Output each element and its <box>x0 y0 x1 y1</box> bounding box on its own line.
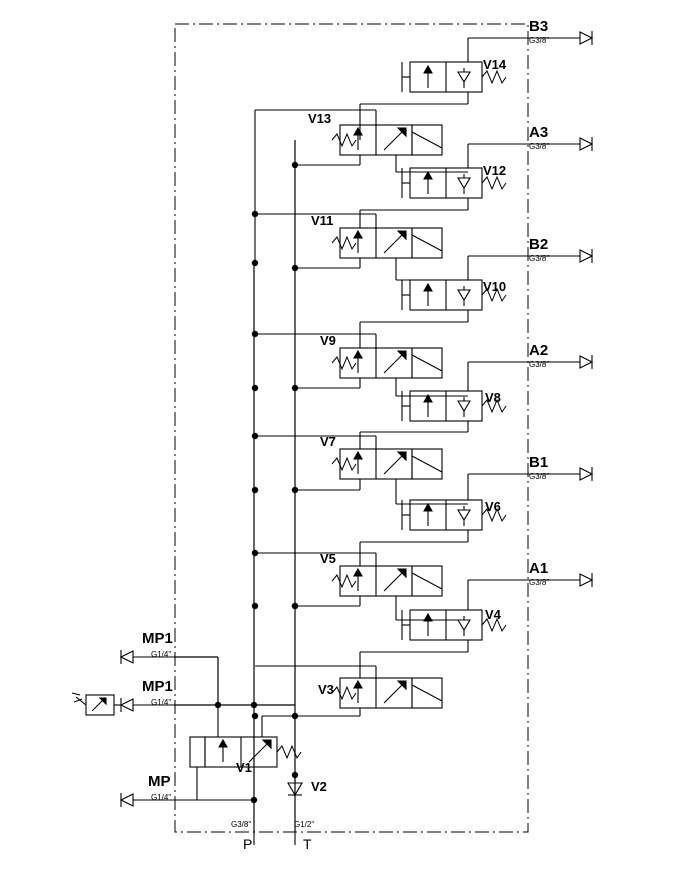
valve-V3[interactable] <box>255 666 442 716</box>
valve-label-V8: V8 <box>485 390 501 405</box>
valve-label-V11: V11 <box>311 213 334 228</box>
port-thread-MP1-upper: G1/4" <box>151 650 172 659</box>
valve-V12[interactable] <box>360 144 528 228</box>
port-connectors-bottom <box>254 832 295 845</box>
port-thread-A1: G3/8" <box>529 578 550 587</box>
port-thread-MP1-lower: G1/4" <box>151 698 172 707</box>
port-label-MP: MP <box>148 773 171 790</box>
valve-V10[interactable] <box>360 256 528 348</box>
valve-label-V9: V9 <box>320 333 336 348</box>
port-thread-A3: G3/8" <box>529 142 550 151</box>
valve-V11[interactable] <box>255 214 468 280</box>
port-connectors-right <box>528 31 592 587</box>
valve-V9[interactable] <box>255 334 468 396</box>
port-thread-B2: G3/8" <box>529 254 550 263</box>
valve-V4[interactable] <box>360 580 528 678</box>
valve-label-V14: V14 <box>483 57 507 72</box>
valve-V6[interactable] <box>360 474 528 566</box>
port-label-B3: B3 <box>529 18 549 35</box>
mp1-feed-lines <box>175 657 295 705</box>
valve-V1[interactable] <box>175 705 301 800</box>
valve-label-V6: V6 <box>485 499 501 514</box>
gauge-MP1[interactable] <box>72 693 121 715</box>
supply-thread-P: G3/8" <box>231 820 252 829</box>
valve-label-V12: V12 <box>483 163 507 178</box>
valve-V7[interactable] <box>255 436 468 504</box>
valve-label-V5: V5 <box>320 551 336 566</box>
supply-label-P: P <box>243 836 253 852</box>
port-thread-A2: G3/8" <box>529 360 550 369</box>
supply-thread-T: G1/2" <box>294 820 315 829</box>
port-label-MP1-upper: MP1 <box>142 630 173 647</box>
port-label-MP1-lower: MP1 <box>142 678 173 695</box>
valve-label-V4: V4 <box>485 607 501 622</box>
port-label-B1: B1 <box>529 454 549 471</box>
valve-label-V13: V13 <box>308 111 332 126</box>
port-thread-B1: G3/8" <box>529 472 550 481</box>
valve-label-V3: V3 <box>318 682 334 697</box>
junction-dots <box>215 162 298 803</box>
port-label-A1: A1 <box>529 560 549 577</box>
valve-label-V1: V1 <box>236 760 252 775</box>
supply-rails <box>254 140 295 832</box>
supply-label-T: T <box>303 836 312 852</box>
port-label-B2: B2 <box>529 236 549 253</box>
valve-label-V10: V10 <box>483 279 507 294</box>
valve-label-V7: V7 <box>320 434 336 449</box>
port-thread-B3: G3/8" <box>529 36 550 45</box>
port-label-A2: A2 <box>529 342 549 359</box>
port-thread-MP: G1/4" <box>151 793 172 802</box>
port-label-A3: A3 <box>529 124 549 141</box>
valve-label-V2: V2 <box>311 779 327 794</box>
valve-V8[interactable] <box>360 362 528 449</box>
valve-V13[interactable] <box>255 110 468 263</box>
